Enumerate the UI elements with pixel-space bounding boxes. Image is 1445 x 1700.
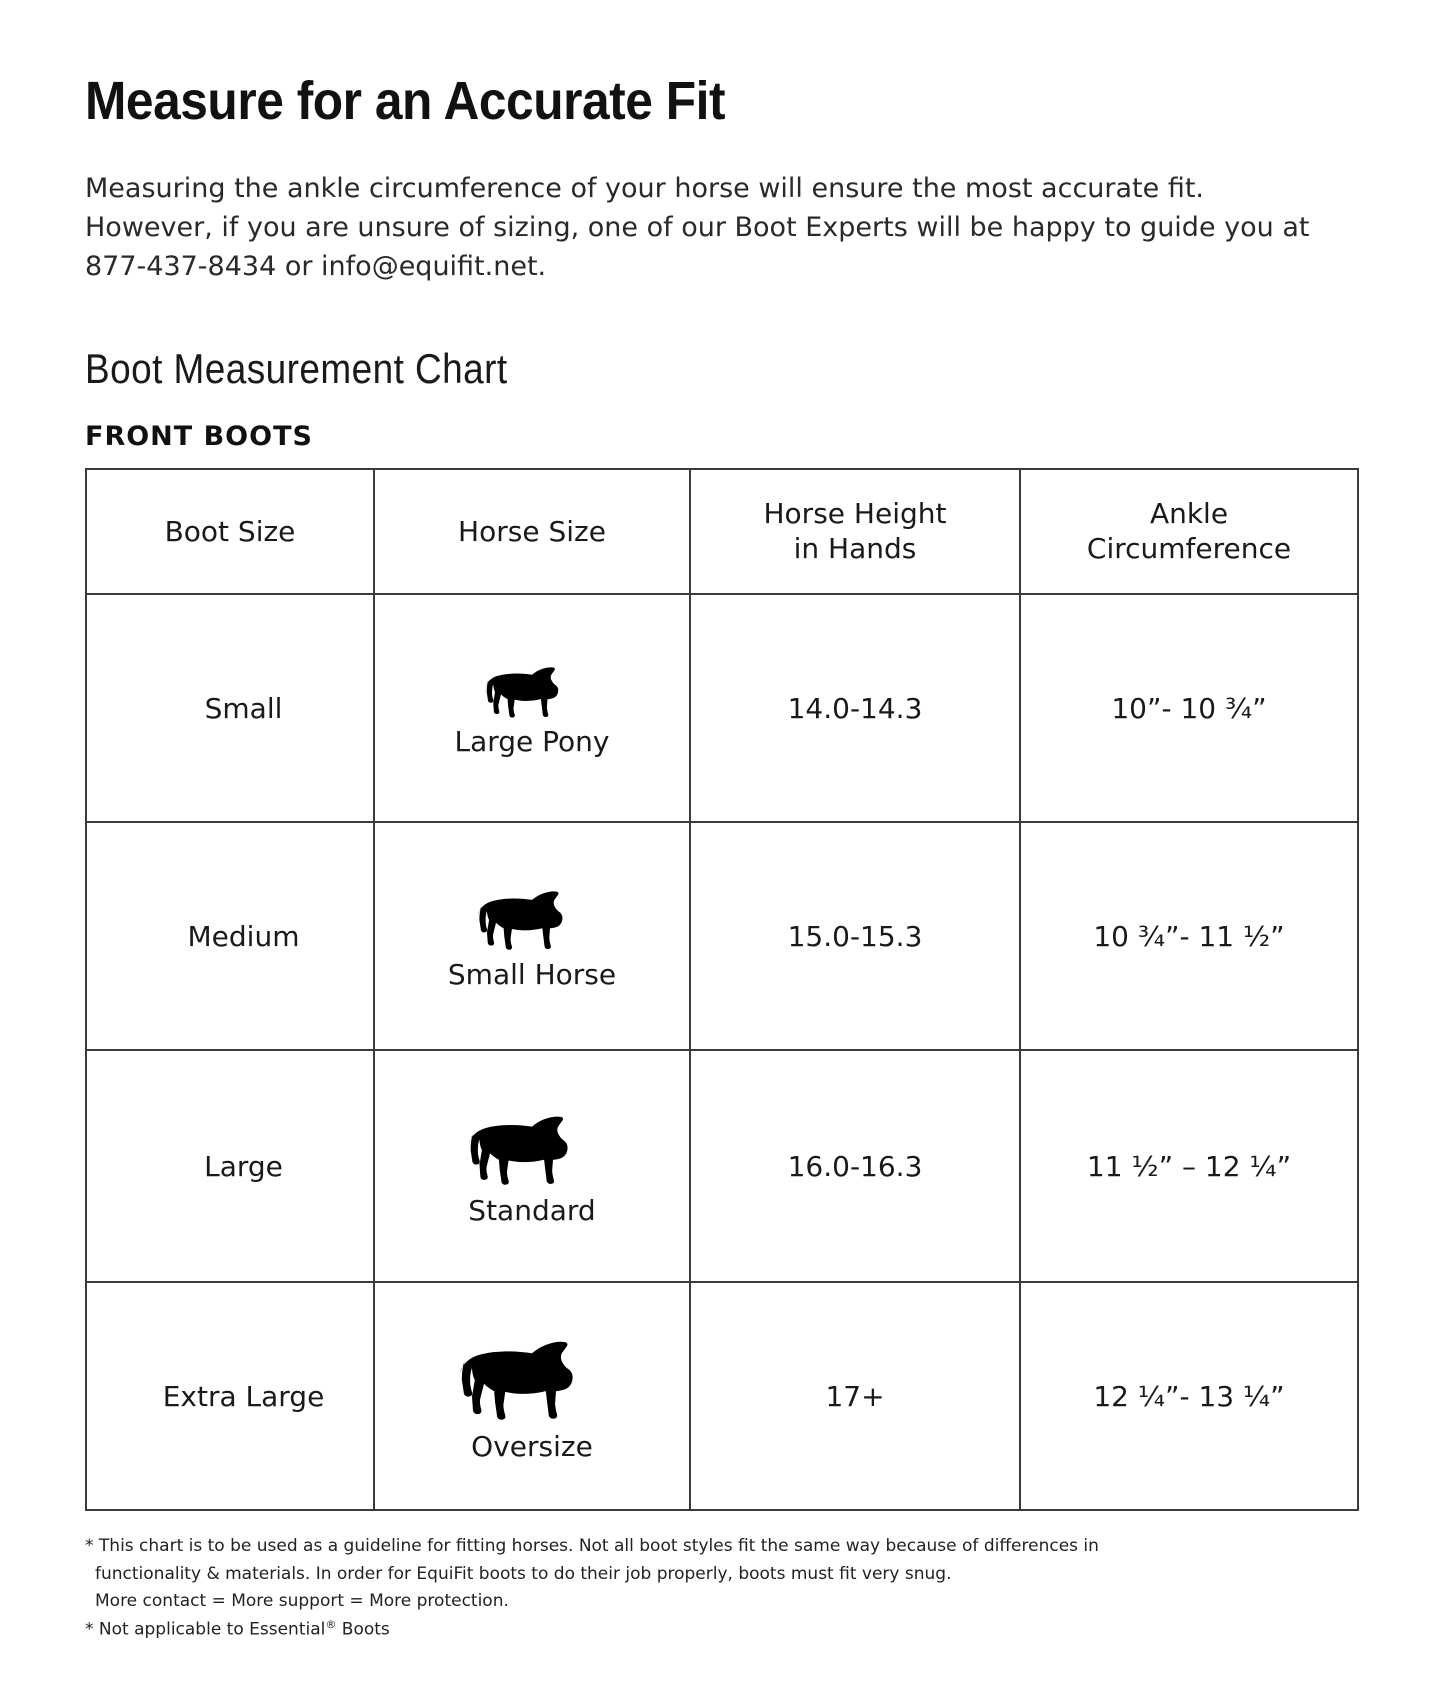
table-row (86, 594, 1358, 822)
footnotes (85, 1533, 1360, 1644)
header-line-1: Ankle (1149, 496, 1229, 530)
horse-size-label: Small Horse (447, 957, 617, 991)
cell-horse-height: 15.0-15.3 (690, 822, 1020, 1050)
cell-horse-height: 17+ (690, 1282, 1020, 1510)
cell-horse-height: 16.0-16.3 (690, 1050, 1020, 1282)
horse-size-label: Oversize (471, 1429, 593, 1463)
table-row (86, 1050, 1358, 1282)
cell-horse-size (374, 1282, 690, 1510)
cell-ankle-circumference: 10 ¾”- 11 ½” (1020, 822, 1358, 1050)
column-header-boot-size (86, 469, 374, 595)
table-row (86, 1282, 1358, 1510)
cell-boot-size: Extra Large (86, 1282, 374, 1510)
footnote-line-3: More contact = More support = More protection. (95, 1591, 509, 1612)
registered-mark: ® (325, 1617, 337, 1631)
cell-boot-size: Large (86, 1050, 374, 1282)
header-line-1: Boot Size (164, 514, 296, 548)
footnote-line-4-pre: * Not applicable to Essential (85, 1619, 326, 1640)
header-line-1: Horse Size (458, 514, 606, 548)
horse-silhouette-icon (438, 1332, 626, 1428)
header-line-2: Circumference (1086, 532, 1292, 566)
cell-horse-size (374, 822, 690, 1050)
cell-ankle-circumference: 12 ¼”- 13 ¼” (1020, 1282, 1358, 1510)
table-row (86, 822, 1358, 1050)
header-line-2: in Hands (793, 532, 917, 566)
horse-silhouette-icon (472, 661, 592, 723)
cell-ankle-circumference: 10”- 10 ¾” (1020, 594, 1358, 822)
horse-size-label: Standard (468, 1193, 596, 1227)
header-line-1: Horse Height (763, 496, 947, 530)
intro-paragraph: Measuring the ankle circumference of your horse will ensure the most accurate fit. However, if you are unsure of sizing, one of our Boot Experts will be happy to guide you at 877-437-8434 or info@equifit.net. (85, 173, 1310, 282)
footnote-line-1: * This chart is to be used as a guideline for fitting horses. Not all boot styles fit the same way because of differences in (85, 1536, 1099, 1557)
cell-horse-size (374, 594, 690, 822)
cell-boot-size: Medium (86, 822, 374, 1050)
table-header-row (86, 469, 1358, 595)
boot-measurement-table (85, 468, 1359, 1512)
horse-silhouette-icon (450, 1108, 614, 1192)
footnote-line-4-post: Boots (336, 1619, 390, 1640)
page-title: Measure for an Accurate Fit (85, 71, 726, 131)
horse-size-label: Large Pony (454, 724, 610, 758)
cell-horse-size (374, 1050, 690, 1282)
footnote-line-2: functionality & materials. In order for EquiFit boots to do their job properly, boots must fit very snug. (95, 1563, 952, 1584)
horse-silhouette-icon (462, 884, 602, 956)
column-header-horse-height (690, 469, 1020, 595)
column-header-horse-size (374, 469, 690, 595)
cell-ankle-circumference: 11 ½” – 12 ¼” (1020, 1050, 1358, 1282)
table-label-front-boots: FRONT BOOTS (85, 420, 313, 452)
cell-boot-size: Small (86, 594, 374, 822)
cell-horse-height: 14.0-14.3 (690, 594, 1020, 822)
section-title: Boot Measurement Chart (85, 344, 508, 392)
column-header-ankle-circumference (1020, 469, 1358, 595)
footnote-line-4 (85, 1616, 1360, 1644)
